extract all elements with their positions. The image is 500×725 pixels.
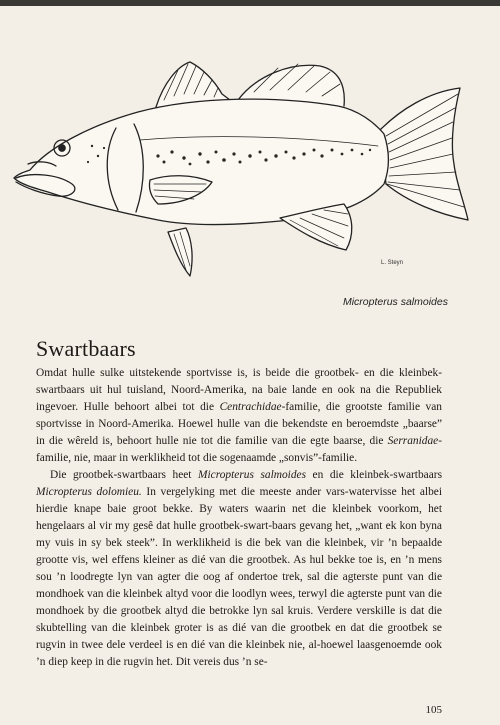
text-run: -familie, nie, maar in werklikheid tot die sogenaamde „sonvis”-familie.	[36, 435, 442, 464]
section-title: Swartbaars	[36, 336, 136, 361]
italic-term: Micropterus dolomieu.	[36, 486, 142, 498]
italic-term: Serranidae	[387, 435, 439, 447]
text-run: en die kleinbek-swartbaars	[306, 469, 443, 481]
italic-term: Micropterus salmoides	[198, 469, 307, 481]
italic-term: Centrachidae	[219, 401, 282, 413]
text-run: Omdat hulle sulke uitstekende sportvisse is, is beide die grootbek- en die kleinbek-swartbaars uit hul tuisland, Noord-Amerika, na baie lande en ook na die Republiek ingevoer. Hulle behoort albei tot die	[36, 367, 442, 413]
figure-caption: Micropterus salmoides	[342, 296, 448, 308]
page-top-edge	[0, 0, 500, 6]
largemouth-bass-fish-icon	[8, 52, 470, 282]
page-number: 105	[425, 704, 442, 716]
text-run: -familie, die grootste familie van sportvisse in Noord-Amerika. Hoewel hulle van die bekendste en beroemdste „baarse” in die wêreld is, behoort hulle nie tot die familie van die egte baarse, die	[36, 401, 442, 447]
text-run: In vergelyking met die meeste ander vars-watervisse het albei hierdie knape baie groot bekke. By waters waarin net die kleinbek voorkom, het hengelaars al vir my gesê dat hulle grootbek-swart-baars gevang het, „want ek kon byna my vuis in sy bek steek”. In werklikheid is die bek van die kleinbek, vir ’n bepaalde grootte vis, wel effens kleiner as dié van die grootbek. As hul bekke toe is, en ’n mens sou ’n loodregte lyn van agter die oog af ondertoe trek, sal die agterste punt van die mondhoek van die kleinbek altyd voor die loodlyn wees, terwyl die agterste punt van die mondhoek by die grootbek altyd die betrokke lyn sal kruis. Verdere verskille is dat die skubtelling van die kleinbek groter is as dié van die grootbek en dat die grootbek se rugvin in twee dele verdeel is en dié van die kleinbek nie, al-hoewel laasgenoemde ook ’n diep keep in die rugvin het. Dit vereis dus ’n se-	[36, 486, 442, 668]
paragraph	[36, 365, 442, 467]
body-text	[36, 365, 442, 671]
illustration-credit: L. Steyn	[381, 260, 404, 266]
text-run: Die grootbek-swartbaars heet	[50, 469, 199, 481]
paragraph	[36, 467, 442, 671]
